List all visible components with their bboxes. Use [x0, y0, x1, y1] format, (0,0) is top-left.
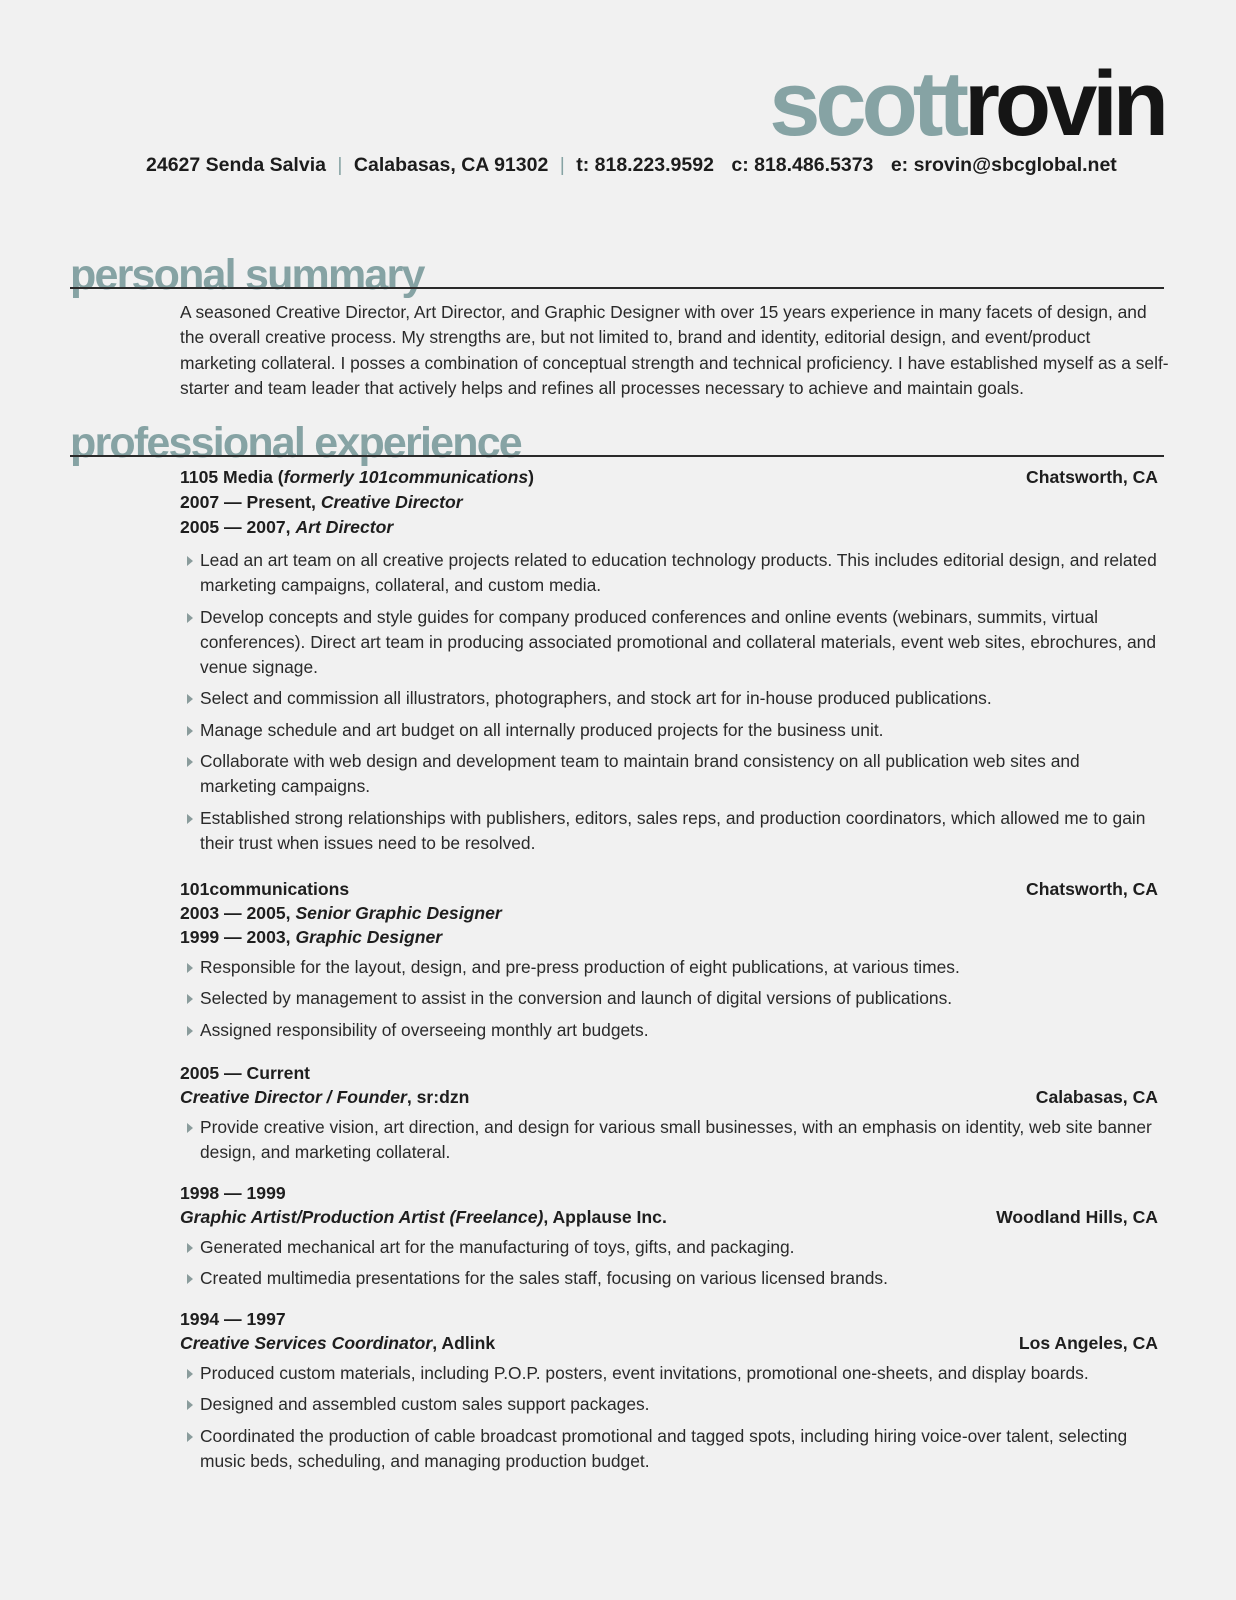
- separator: |: [337, 154, 343, 176]
- separator: |: [559, 154, 565, 176]
- company-name: 101communications: [180, 879, 350, 899]
- bullet-item: Generated mechanical art for the manufacturing of toys, gifts, and packaging.: [180, 1235, 1158, 1260]
- job-entry: [180, 877, 1158, 1049]
- address: 24627 Senda Salvia: [146, 154, 326, 176]
- job-location: Los Angeles, CA: [1018, 1333, 1158, 1353]
- bullet-list: [180, 1115, 1158, 1166]
- first-name: scott: [769, 53, 965, 155]
- bullet-item: Manage schedule and art budget on all internally produced projects for the business unit.: [180, 718, 1158, 743]
- job-entry: [180, 1181, 1158, 1298]
- bullet-item: Designed and assembled custom sales support packages.: [180, 1392, 1158, 1417]
- bullet-list: [180, 955, 1158, 1043]
- role: 2007 — Present, Creative Director: [180, 492, 463, 512]
- job-dates: 1994 — 1997: [180, 1309, 286, 1329]
- city: Calabasas, CA 91302: [353, 154, 549, 176]
- section-header-experience: [70, 417, 1164, 467]
- bullet-item: Produced custom materials, including P.O.P. posters, event invitations, promotional one-sheets, and display boards.: [180, 1361, 1158, 1386]
- job-location: Calabasas, CA: [1035, 1087, 1158, 1107]
- job-location: Chatsworth, CA: [1026, 467, 1158, 487]
- job-title: Creative Services Coordinator, Adlink: [180, 1333, 496, 1353]
- resume-name: [769, 53, 1164, 155]
- bullet-item: Created multimedia presentations for the sales staff, focusing on various licensed brands.: [180, 1266, 1158, 1291]
- company-name: 1105 Media (formerly 101communications): [180, 467, 534, 487]
- job-entry: [180, 1307, 1158, 1480]
- bullet-item: Selected by management to assist in the conversion and launch of digital versions of publications.: [180, 986, 1158, 1011]
- job-location: Chatsworth, CA: [1026, 879, 1158, 899]
- role: 2005 — 2007, Art Director: [180, 517, 394, 537]
- bullet-item: Select and commission all illustrators, photographers, and stock art for in-house produced publications.: [180, 686, 1158, 711]
- bullet-list: [180, 1361, 1158, 1474]
- phone-c: c: 818.486.5373: [731, 154, 874, 176]
- job-dates: 1998 — 1999: [180, 1183, 286, 1203]
- bullet-item: Provide creative vision, art direction, and design for various small businesses, with an emphasis on identity, web site banner design, and marketing collateral.: [180, 1115, 1158, 1166]
- bullet-item: Coordinated the production of cable broadcast promotional and tagged spots, including hiring voice-over talent, selecting music beds, scheduling, and managing production budget.: [180, 1424, 1158, 1475]
- contact-line: [0, 154, 1236, 177]
- section-rule: [70, 287, 1164, 289]
- section-rule: [70, 455, 1164, 457]
- job-location: Woodland Hills, CA: [996, 1207, 1158, 1227]
- job-dates: 2005 — Current: [180, 1063, 311, 1083]
- role: 1999 — 2003, Graphic Designer: [180, 927, 443, 947]
- bullet-item: Established strong relationships with publishers, editors, sales reps, and production coordinators, which allowed me to gain their trust when issues need to be resolved.: [180, 806, 1158, 857]
- bullet-item: Develop concepts and style guides for company produced conferences and online events (webinars, summits, virtual conferences). Direct art team in producing associated promotional and collateral materials, event web sites, ebrochures, and venue signage.: [180, 605, 1158, 681]
- bullet-item: Lead an art team on all creative projects related to education technology products. This includes editorial design, and related marketing campaigns, collateral, and custom media.: [180, 548, 1158, 599]
- job-entry: [180, 1061, 1158, 1172]
- summary-text: A seasoned Creative Director, Art Director, and Graphic Designer with over 15 years experience in many facets of design, and the overall creative process. My strengths are, but not limited to, brand and identity, editorial design, and event/product marketing collateral. I posses a combination of conceptual strength and technical proficiency. I have established myself as a self-starter and team leader that actively helps and refines all processes necessary to achieve and maintain goals.: [180, 302, 1169, 398]
- bullet-list: [180, 548, 1158, 856]
- section-title: professional experience: [70, 419, 521, 467]
- job-entry: [180, 465, 1158, 862]
- job-title: Creative Director / Founder, sr:dzn: [180, 1087, 470, 1107]
- bullet-item: Assigned responsibility of overseeing monthly art budgets.: [180, 1018, 1158, 1043]
- last-name: rovin: [964, 53, 1164, 155]
- phone-t: t: 818.223.9592: [576, 154, 714, 176]
- bullet-item: Responsible for the layout, design, and pre-press production of eight publications, at various times.: [180, 955, 1158, 980]
- section-header-summary: [70, 249, 1164, 299]
- email: e: srovin@sbcglobal.net: [890, 154, 1117, 176]
- bullet-item: Collaborate with web design and development team to maintain brand consistency on all publication web sites and marketing campaigns.: [180, 749, 1158, 800]
- role: 2003 — 2005, Senior Graphic Designer: [180, 903, 502, 923]
- job-title: Graphic Artist/Production Artist (Freelance), Applause Inc.: [180, 1207, 667, 1227]
- bullet-list: [180, 1235, 1158, 1292]
- section-title: personal summary: [70, 251, 424, 299]
